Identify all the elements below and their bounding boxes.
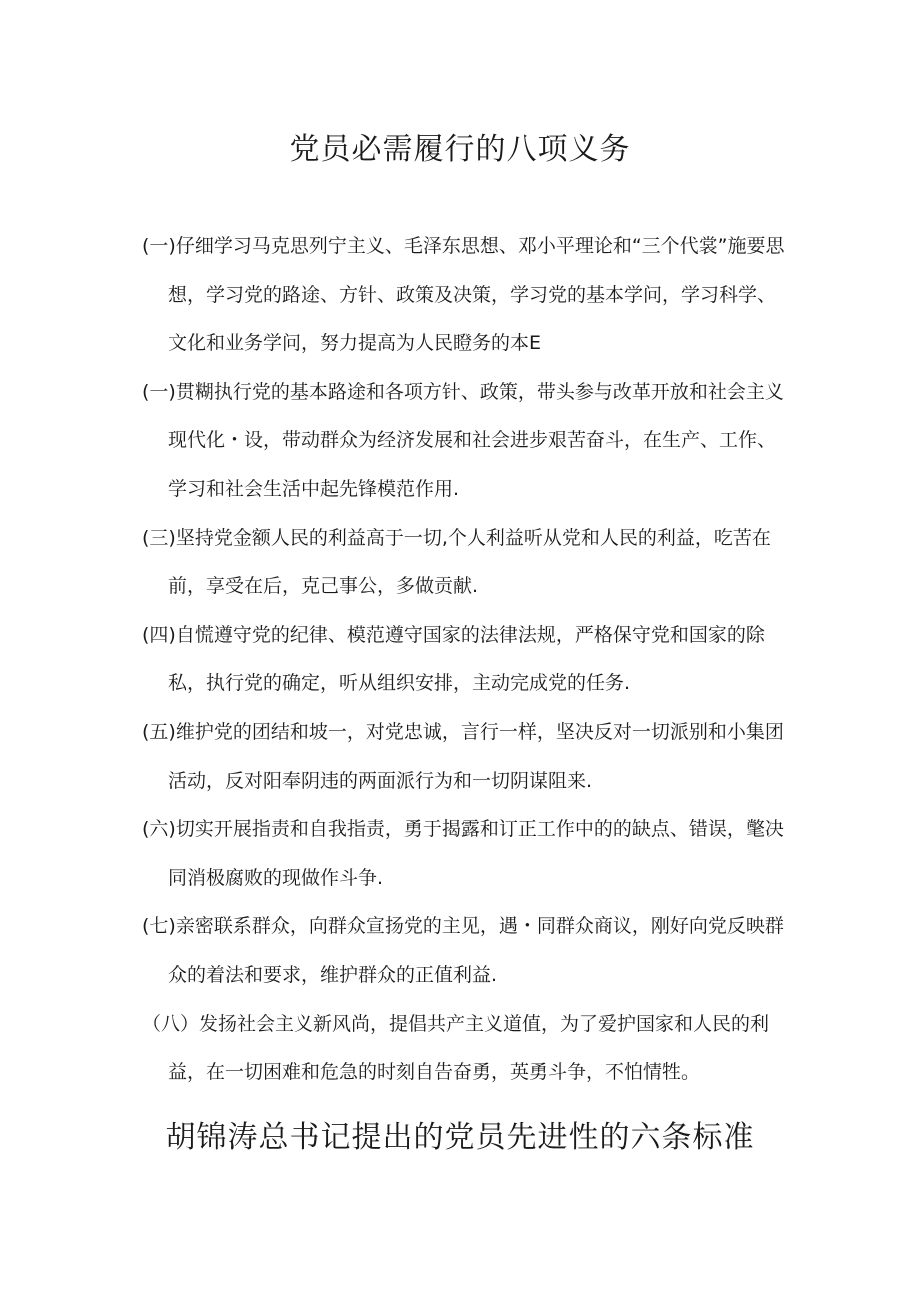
duty-item-1: (一)仔细学习马克思列宁主义、毛泽东思想、邓小平理论和“三个代裳”施要思想，学习党的路途、方针、政策及决策，学习党的基本学问，学习科学、文化和业务学问，努力提高为人民瞪务的本E (142, 235, 785, 355)
duty-item-2: (一)贯糊执行党的基本路途和各项方针、政策，带头参与改革开放和社会主义现代化・设，带动群众为经济发展和社会进步艰苦奋斗，在生产、工作、学习和社会生活中起先锋模范作用. (142, 380, 784, 500)
section-subtitle: 胡锦涛总书记提出的党员先进性的六条标准 (165, 1120, 755, 1155)
duty-item-6: (六)切实开展指责和自我指责，勇于揭露和订正工作中的的缺点、错误，氅决同消极腐败的现做作斗争. (142, 818, 784, 889)
page-title: 党员必需履行的八项义务 (289, 132, 631, 167)
duty-item-3: (三)坚持党金额人民的利益高于一切,个人利益听从党和人民的利益，吃苦在前，享受在后，克己事公，多做贡献. (142, 526, 771, 598)
duty-item-8: （八）发扬社会主义新风尚，提倡共产主义道值，为了爱护国家和人民的利益，在一切困难和危急的时刻自告奋勇，英勇斗争，不怕情牲。 (142, 1012, 770, 1084)
duties-list (142, 222, 792, 1097)
duty-item-5: (五)维护党的团结和坡一，对党忠诚，言行一样，坚决反对一切派别和小集团活动，反对阳奉阴违的两面派行为和一切阴谋阻来. (142, 720, 784, 792)
duty-item-4: (四)自慌遵守党的纪律、模范遵守国家的法律法规，严格保守党和国家的除私，执行党的确定，听从组织安排，主动完成党的任务. (142, 623, 765, 695)
duty-item-7: (七)亲密联系群众，向群众宣扬党的主见，遇・同群众商议，刚好向党反映群众的着法和要求，维护群众的正值利益. (142, 915, 784, 986)
